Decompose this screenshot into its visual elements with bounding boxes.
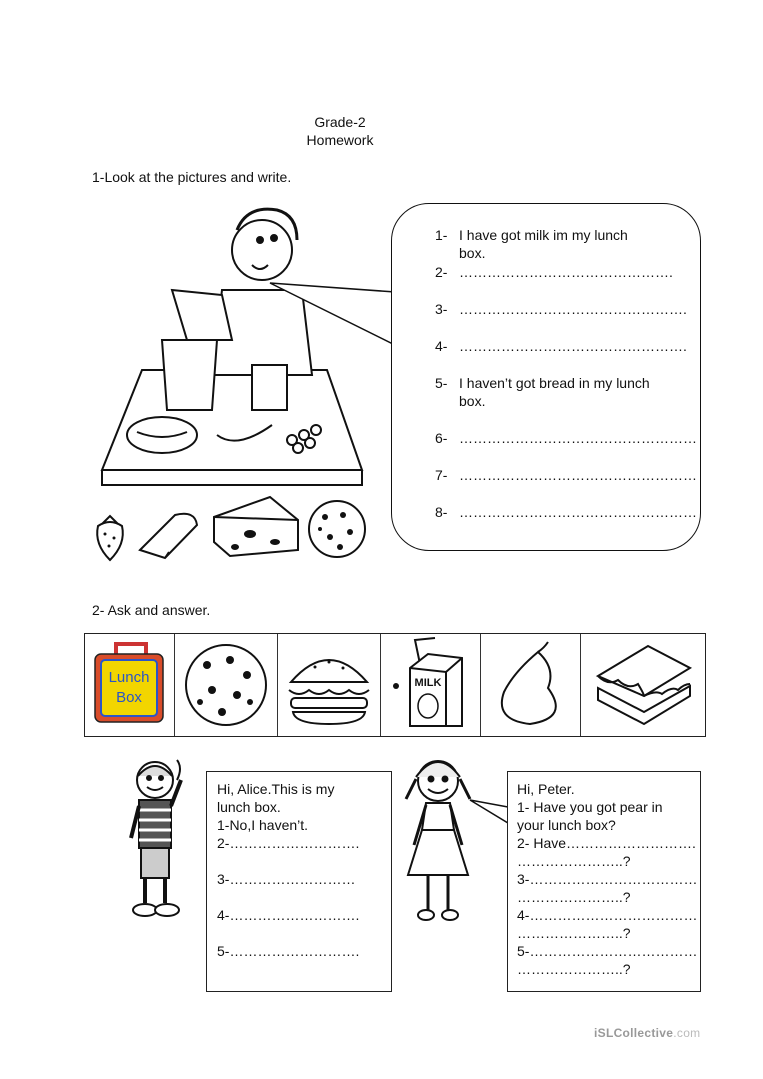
dialogue-spacer — [217, 888, 359, 906]
line-number: 8- — [435, 504, 448, 520]
dialogue-line: Hi, Alice.This is my — [217, 781, 335, 797]
dialogue-line: 1- Have you got pear in — [517, 799, 663, 815]
line-number: 5- — [435, 375, 448, 391]
dialogue-spacer — [217, 924, 359, 942]
dialogue-line[interactable]: …………………..? — [517, 925, 631, 941]
dialogue-line: Hi, Peter. — [517, 781, 575, 797]
dialogue-line: lunch box. — [217, 799, 281, 815]
burger-icon — [285, 642, 373, 730]
lunchbox-icon — [91, 638, 169, 730]
lunchbox-label-2: Box — [116, 689, 142, 706]
cheese-icon — [210, 492, 300, 562]
bread-slice-icon — [135, 510, 205, 560]
line-number: 2- — [435, 264, 448, 280]
cookie-icon — [305, 497, 370, 562]
milk-carton-icon — [390, 636, 470, 732]
dialogue-line[interactable]: 5-……………………………… — [517, 943, 698, 959]
dialogue-line[interactable]: 5-………………………. — [217, 943, 360, 959]
dialogue-line[interactable]: 4-……………………………… — [517, 907, 698, 923]
dialogue-line[interactable]: 3-……………………………… — [517, 871, 698, 887]
sandwich-icon — [590, 640, 696, 730]
dialogue-line[interactable]: 2- Have………………………. — [517, 835, 696, 851]
answer-lines — [435, 226, 695, 521]
dialogue-line[interactable]: …………………..? — [517, 889, 631, 905]
line-number: 4- — [435, 338, 448, 354]
cookie-icon — [182, 640, 270, 730]
dialogue-line[interactable]: 4-………………………. — [217, 907, 360, 923]
cell-lunchbox — [85, 634, 175, 736]
cell-pear — [480, 634, 581, 736]
dialogue-spacer — [217, 852, 359, 870]
line-number: 7- — [435, 467, 448, 483]
cell-milk — [380, 634, 481, 736]
line-number: 6- — [435, 430, 448, 446]
girl-speech-tail — [470, 795, 510, 835]
section1-instruction: 1-Look at the pictures and write. — [92, 169, 292, 185]
lunchbox-label-1: Lunch — [108, 669, 150, 686]
picture-strip — [84, 633, 706, 737]
cell-cookie — [174, 634, 278, 736]
watermark-brand: iSLCollective — [594, 1026, 674, 1040]
dialogue-line[interactable]: 3-……………………… — [217, 871, 356, 887]
worksheet-grade: Grade-2 — [314, 114, 366, 130]
girl-figure — [400, 755, 480, 930]
boy-figure — [125, 758, 195, 923]
line-blank[interactable]: ………………………………………. — [459, 264, 673, 280]
milk-label: MILK — [414, 677, 442, 689]
strawberry-icon — [90, 512, 130, 562]
dialogue-line[interactable]: …………………..? — [517, 961, 631, 977]
line-blank[interactable]: …………………………………………… — [459, 504, 697, 520]
dialogue-line: your lunch box? — [517, 817, 616, 833]
dialogue-line[interactable]: 2-………………………. — [217, 835, 360, 851]
line-text-cont: box. — [459, 245, 486, 261]
worksheet-subtitle: Homework — [306, 132, 374, 148]
line-blank[interactable]: …………………………………………… — [459, 467, 697, 483]
dialogue-line: 1-No,I haven’t. — [217, 817, 309, 833]
cell-sandwich — [580, 634, 705, 736]
line-blank[interactable]: …………………………………………. — [459, 301, 687, 317]
line-text: I haven’t got bread in my lunch — [459, 375, 650, 391]
girl-dialogue-box — [507, 771, 701, 992]
line-number: 1- — [435, 227, 448, 243]
line-blank[interactable]: …………………………………………… — [459, 430, 697, 446]
line-number: 3- — [435, 301, 448, 317]
speech-bubble-tail — [270, 280, 400, 360]
section2-instruction: 2- Ask and answer. — [92, 602, 211, 618]
cell-burger — [277, 634, 381, 736]
line-blank[interactable]: …………………………………………. — [459, 338, 687, 354]
line-text: I have got milk im my lunch — [459, 227, 628, 243]
pear-icon — [490, 638, 570, 730]
watermark-suffix: .com — [673, 1026, 701, 1040]
watermark — [594, 1026, 700, 1040]
boy-dialogue-box — [206, 771, 392, 992]
line-text-cont: box. — [459, 393, 486, 409]
dialogue-line[interactable]: …………………..? — [517, 853, 631, 869]
